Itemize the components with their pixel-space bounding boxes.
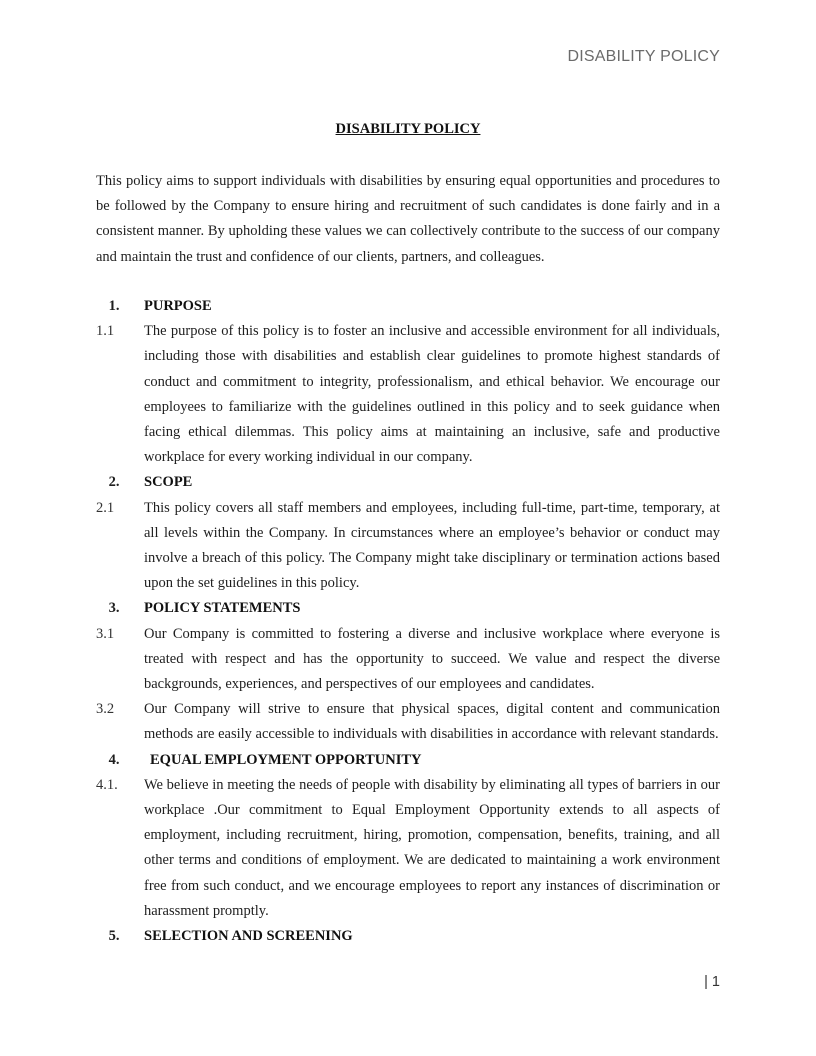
section-number: 2. — [108, 474, 120, 491]
intro-paragraph: This policy aims to support individuals with disabilities by ensuring equal opportunities and procedures to be followed by the Company to ensure hiring and recruitment of such candidates is done fairly and in a consistent manner. By upholding these values we can collectively contribute to the success of our company and maintain the trust and confidence of our clients, partners, and colleagues. — [96, 173, 720, 265]
clause-text: This policy covers all staff members and employees, including full-time, part-time, temporary, at all levels within the Company. In circumstances where an employee’s behavior or conduct may involve a breach of this policy. The Company might take disciplinary or termination actions based upon the set guidelines in this policy. — [144, 499, 720, 592]
section-number: 4. — [108, 751, 120, 768]
clause-number: 4.1. — [96, 776, 118, 793]
section-number: 5. — [108, 928, 120, 945]
clause-text: Our Company is committed to fostering a diverse and inclusive workplace where everyone is treated with respect and has the opportunity to succeed. We value and respect the diverse backgrounds, experiences, and perspectives of our employees and candidates. — [144, 625, 720, 693]
section-heading-scope — [96, 470, 720, 495]
document-title: DISABILITY POLICY — [335, 121, 481, 137]
clause-text: Our Company will strive to ensure that physical spaces, digital content and communication methods are easily accessible to individuals with disabilities in accordance with relevant standards. — [144, 701, 720, 743]
clause-number: 1.1 — [96, 323, 115, 340]
section-heading: EQUAL EMPLOYMENT OPPORTUNITY — [150, 751, 422, 768]
clause-3-2 — [96, 697, 720, 747]
section-heading: SELECTION AND SCREENING — [144, 928, 353, 945]
page-number: | 1 — [704, 974, 720, 990]
clause-text: We believe in meeting the needs of people with disability by eliminating all types of barriers in our workplace .Our commitment to Equal Employment Opportunity extends to all aspects of employment, including recruitment, hiring, promotion, compensation, benefits, training, and all other terms and conditions of employment. We are dedicated to maintaining a work environment free from such conduct, and we encourage employees to report any instances of discrimination or harassment promptly. — [144, 776, 720, 919]
policy-sections — [96, 294, 720, 949]
section-heading-equal-employment-opportunity — [96, 748, 720, 773]
clause-text: The purpose of this policy is to foster an inclusive and accessible environment for all individuals, including those with disabilities and establish clear guidelines to promote highest standards of conduct and commitment to integrity, professionalism, and ethical behavior. We encourage our employees to familiarize with the guidelines outlined in this policy and to seek guidance when facing ethical dilemmas. This policy aims at maintaining an inclusive, safe and productive workplace for every working individual in our company. — [144, 323, 720, 466]
clause-number: 3.2 — [96, 701, 115, 718]
clause-1-1 — [96, 319, 720, 470]
clause-number: 3.1 — [96, 625, 115, 642]
section-number: 3. — [108, 600, 120, 617]
section-heading: POLICY STATEMENTS — [144, 600, 301, 617]
section-heading-policy-statements — [96, 596, 720, 621]
clause-2-1 — [96, 496, 720, 597]
section-heading-purpose — [96, 294, 720, 319]
section-heading: PURPOSE — [144, 298, 212, 314]
clause-4-1 — [96, 773, 720, 924]
section-heading: SCOPE — [144, 474, 193, 491]
section-heading-selection-and-screening — [96, 924, 720, 949]
clause-number: 2.1 — [96, 499, 115, 516]
clause-3-1 — [96, 622, 720, 698]
running-header: DISABILITY POLICY — [567, 48, 720, 65]
section-number: 1. — [108, 298, 120, 314]
